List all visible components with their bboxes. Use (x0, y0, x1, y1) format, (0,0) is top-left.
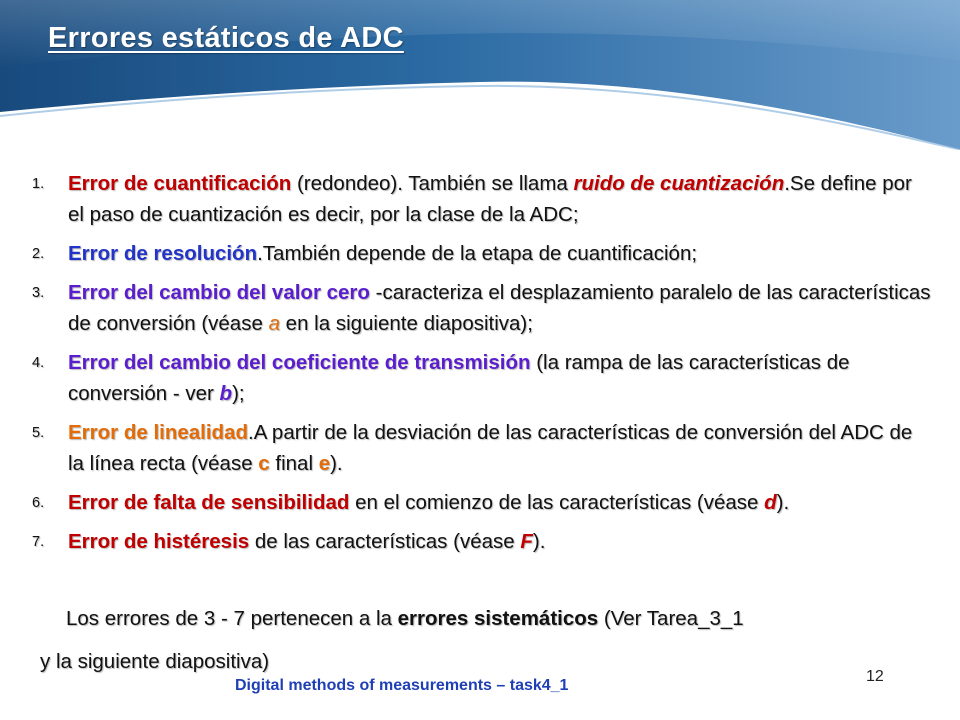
item-highlight: Error del cambio del valor cero (68, 281, 370, 304)
item-number: 2. (32, 246, 45, 262)
error-item (32, 347, 932, 409)
systematic-errors-note (66, 603, 744, 634)
item-number: 7. (32, 534, 45, 550)
error-list (32, 168, 932, 565)
footer-caption: Digital methods of measurements – task4_1 (235, 677, 569, 694)
item-text: .Se define por el paso de cuantización es decir, por la clase de la ADC; (68, 172, 912, 226)
item-text: .A partir de la desviación de las características de conversión del ADC de la línea recta (véase (68, 421, 913, 475)
item-highlight: Error de falta de sensibilidad (68, 491, 350, 514)
note-text: Los errores de 3 - 7 pertenecen a la (66, 607, 398, 630)
item-number: 4. (32, 355, 45, 371)
item-number: 1. (32, 176, 45, 192)
item-text: (redondeo). También se llama (291, 172, 574, 195)
item-highlight: Error de histéresis (68, 530, 250, 553)
item-text: (la rampa de las características de conversión - ver (68, 351, 850, 405)
item-highlight: ruido de cuantización (573, 172, 785, 195)
item-number: 3. (32, 285, 45, 301)
item-highlight: Error de cuantificación (68, 172, 292, 195)
item-highlight: d (764, 491, 777, 514)
item-highlight: a (268, 312, 280, 335)
item-text: de las características (véase (249, 530, 521, 553)
item-highlight: b (219, 382, 233, 405)
error-item (32, 526, 932, 557)
item-number: 6. (32, 495, 45, 511)
item-text: ); (232, 382, 245, 405)
item-number: 5. (32, 425, 45, 441)
error-item (32, 168, 932, 230)
item-highlight: Error del cambio del coeficiente de transmisión (68, 351, 531, 374)
error-item (32, 487, 932, 518)
error-item (32, 238, 932, 269)
error-item (32, 277, 932, 339)
note-text: (Ver Tarea_3_1 (598, 607, 744, 630)
item-highlight: Error de resolución (68, 242, 258, 265)
item-text: ). (776, 491, 790, 514)
slide-title: Errores estáticos de ADC (48, 22, 404, 54)
item-highlight: e (318, 452, 331, 475)
item-text: ). (532, 530, 546, 553)
note-highlight: errores sistemáticos (397, 607, 599, 630)
systematic-errors-note-continuation: y la siguiente diapositiva) (40, 650, 270, 673)
item-text: -caracteriza el desplazamiento paralelo de las características de conversión (véase (68, 281, 931, 335)
error-item (32, 417, 932, 479)
item-highlight: Error de linealidad (68, 421, 248, 444)
item-highlight: F (520, 530, 533, 553)
item-highlight: c (258, 452, 270, 475)
item-text: final (269, 452, 319, 475)
item-text: en la siguiente diapositiva); (279, 312, 533, 335)
page-number: 12 (866, 668, 884, 685)
item-text: .También depende de la etapa de cuantificación; (257, 242, 698, 265)
item-text: en el comienzo de las características (véase (349, 491, 765, 514)
item-text: ). (330, 452, 343, 475)
